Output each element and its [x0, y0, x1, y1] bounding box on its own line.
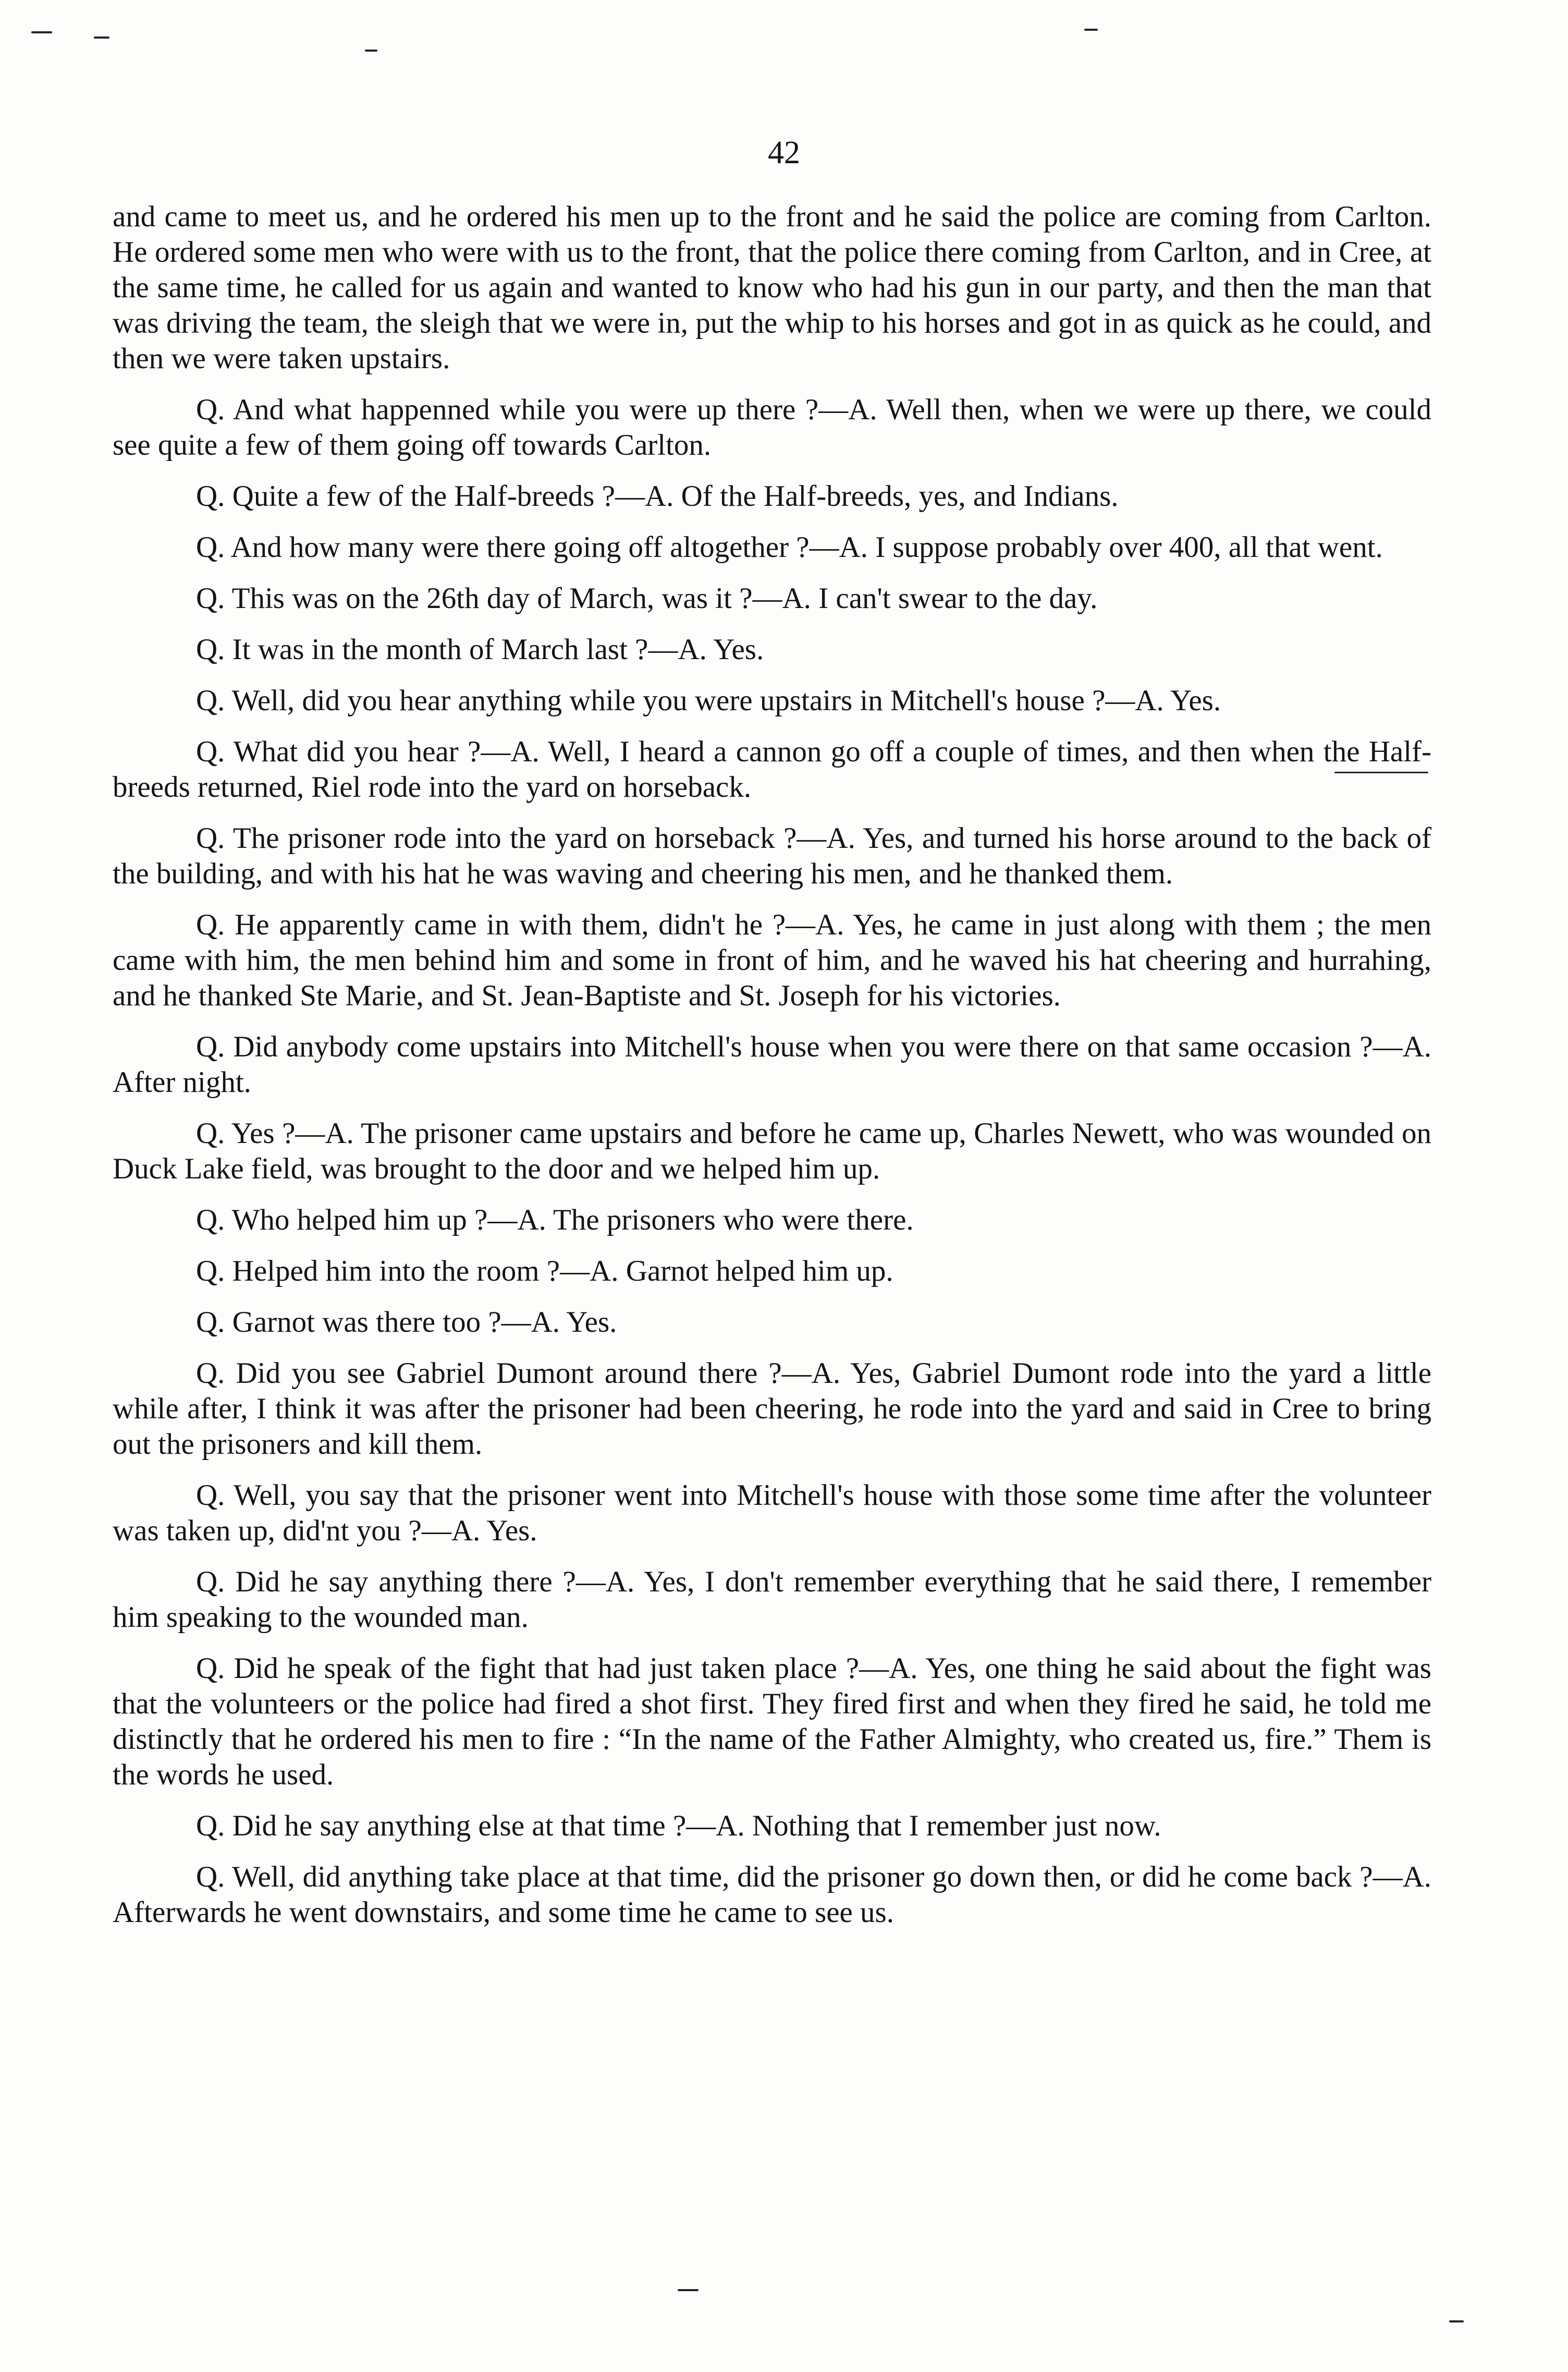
scan-speck	[365, 50, 377, 52]
page-number: 42	[768, 135, 800, 171]
paragraph: and came to meet us, and he ordered his men up to the front and he said the police are coming from Carlton. He ordered some men who were with us to the front, that the police there coming from Carlton, and in Cree, at the same time, he called for us again and wanted to know who had his gun in our party, and then the man that was driving the team, the sleigh that we were in, put the whip to his horses and got in as quick as he could, and then we were taken upstairs.	[113, 200, 1431, 375]
question-answer: Q. Who helped him up ?—A. The prisoners who were there.	[196, 1203, 914, 1236]
scan-speck	[678, 2289, 699, 2291]
question-answer: Q. Did anybody come upstairs into Mitchell's house when you were there on that same occasion ?—A. After night.	[113, 1030, 1431, 1099]
scan-speck	[94, 37, 109, 39]
question-answer: Q. Well, did anything take place at that time, did the prisoner go down then, or did he come back ?—A. Afterwards he went downstairs, and some time he came to see us.	[113, 1860, 1431, 1929]
question-answer: Q. Did he say anything there ?—A. Yes, I don't remember everything that he said there, I remember him speaking to the wounded man.	[113, 1565, 1431, 1634]
question-answer: Q. Yes ?—A. The prisoner came upstairs and before he came up, Charles Newett, who was wounded on Duck Lake field, was brought to the door and we helped him up.	[113, 1117, 1431, 1185]
question-answer: Q. He apparently came in with them, didn't he ?—A. Yes, he came in just along with them ; the men came with him, the men behind him and some in front of him, and he waved his hat cheering and hurrahing, and he thanked Ste Marie, and St. Jean-Baptiste and St. Joseph for his victories.	[113, 908, 1431, 1012]
question-answer: Q. Well, you say that the prisoner went into Mitchell's house with those some time after the volunteer was taken up, did'nt you ?—A. Yes.	[113, 1479, 1431, 1547]
question-answer: Q. And how many were there going off altogether ?—A. I suppose probably over 400, all that went.	[196, 531, 1383, 564]
question-answer: Q. What did you hear ?—A. Well, I heard a cannon go off a couple of times, and then when the Half-breeds returned, Riel rode into the yard on horseback.	[113, 735, 1431, 804]
scan-speck	[1449, 2320, 1464, 2322]
question-answer: Q. Well, did you hear anything while you were upstairs in Mitchell's house ?—A. Yes.	[196, 684, 1221, 717]
question-answer: Q. It was in the month of March last ?—A. Yes.	[196, 633, 764, 666]
scan-speck	[31, 31, 52, 33]
scan-speck	[1334, 772, 1428, 773]
question-answer: Q. Quite a few of the Half-breeds ?—A. Of the Half-breeds, yes, and Indians.	[196, 480, 1119, 513]
page-body	[113, 199, 1431, 1946]
question-answer: Q. Did you see Gabriel Dumont around there ?—A. Yes, Gabriel Dumont rode into the yard a little while after, I think it was after the prisoner had been cheering, he rode into the yard and said in Cree to bring out the prisoners and kill them.	[113, 1357, 1431, 1461]
question-answer: Q. Garnot was there too ?—A. Yes.	[196, 1306, 617, 1339]
question-answer: Q. Did he say anything else at that time ?—A. Nothing that I remember just now.	[196, 1809, 1161, 1842]
question-answer: Q. Did he speak of the fight that had just taken place ?—A. Yes, one thing he said about the fight was that the volunteers or the police had fired a shot first. They fired first and when they fired he said, he told me distinctly that he ordered his men to fire : “In the name of the Father Almighty, who created us, fire.” Them is the words he used.	[113, 1652, 1431, 1791]
question-answer: Q. Helped him into the room ?—A. Garnot helped him up.	[196, 1255, 893, 1287]
scan-speck	[1084, 29, 1098, 31]
question-answer: Q. The prisoner rode into the yard on horseback ?—A. Yes, and turned his horse around to the back of the building, and with his hat he was waving and cheering his men, and he thanked them.	[113, 822, 1431, 890]
question-answer: Q. And what happenned while you were up there ?—A. Well then, when we were up there, we could see quite a few of them going off towards Carlton.	[113, 393, 1431, 461]
question-answer: Q. This was on the 26th day of March, was it ?—A. I can't swear to the day.	[196, 582, 1098, 615]
